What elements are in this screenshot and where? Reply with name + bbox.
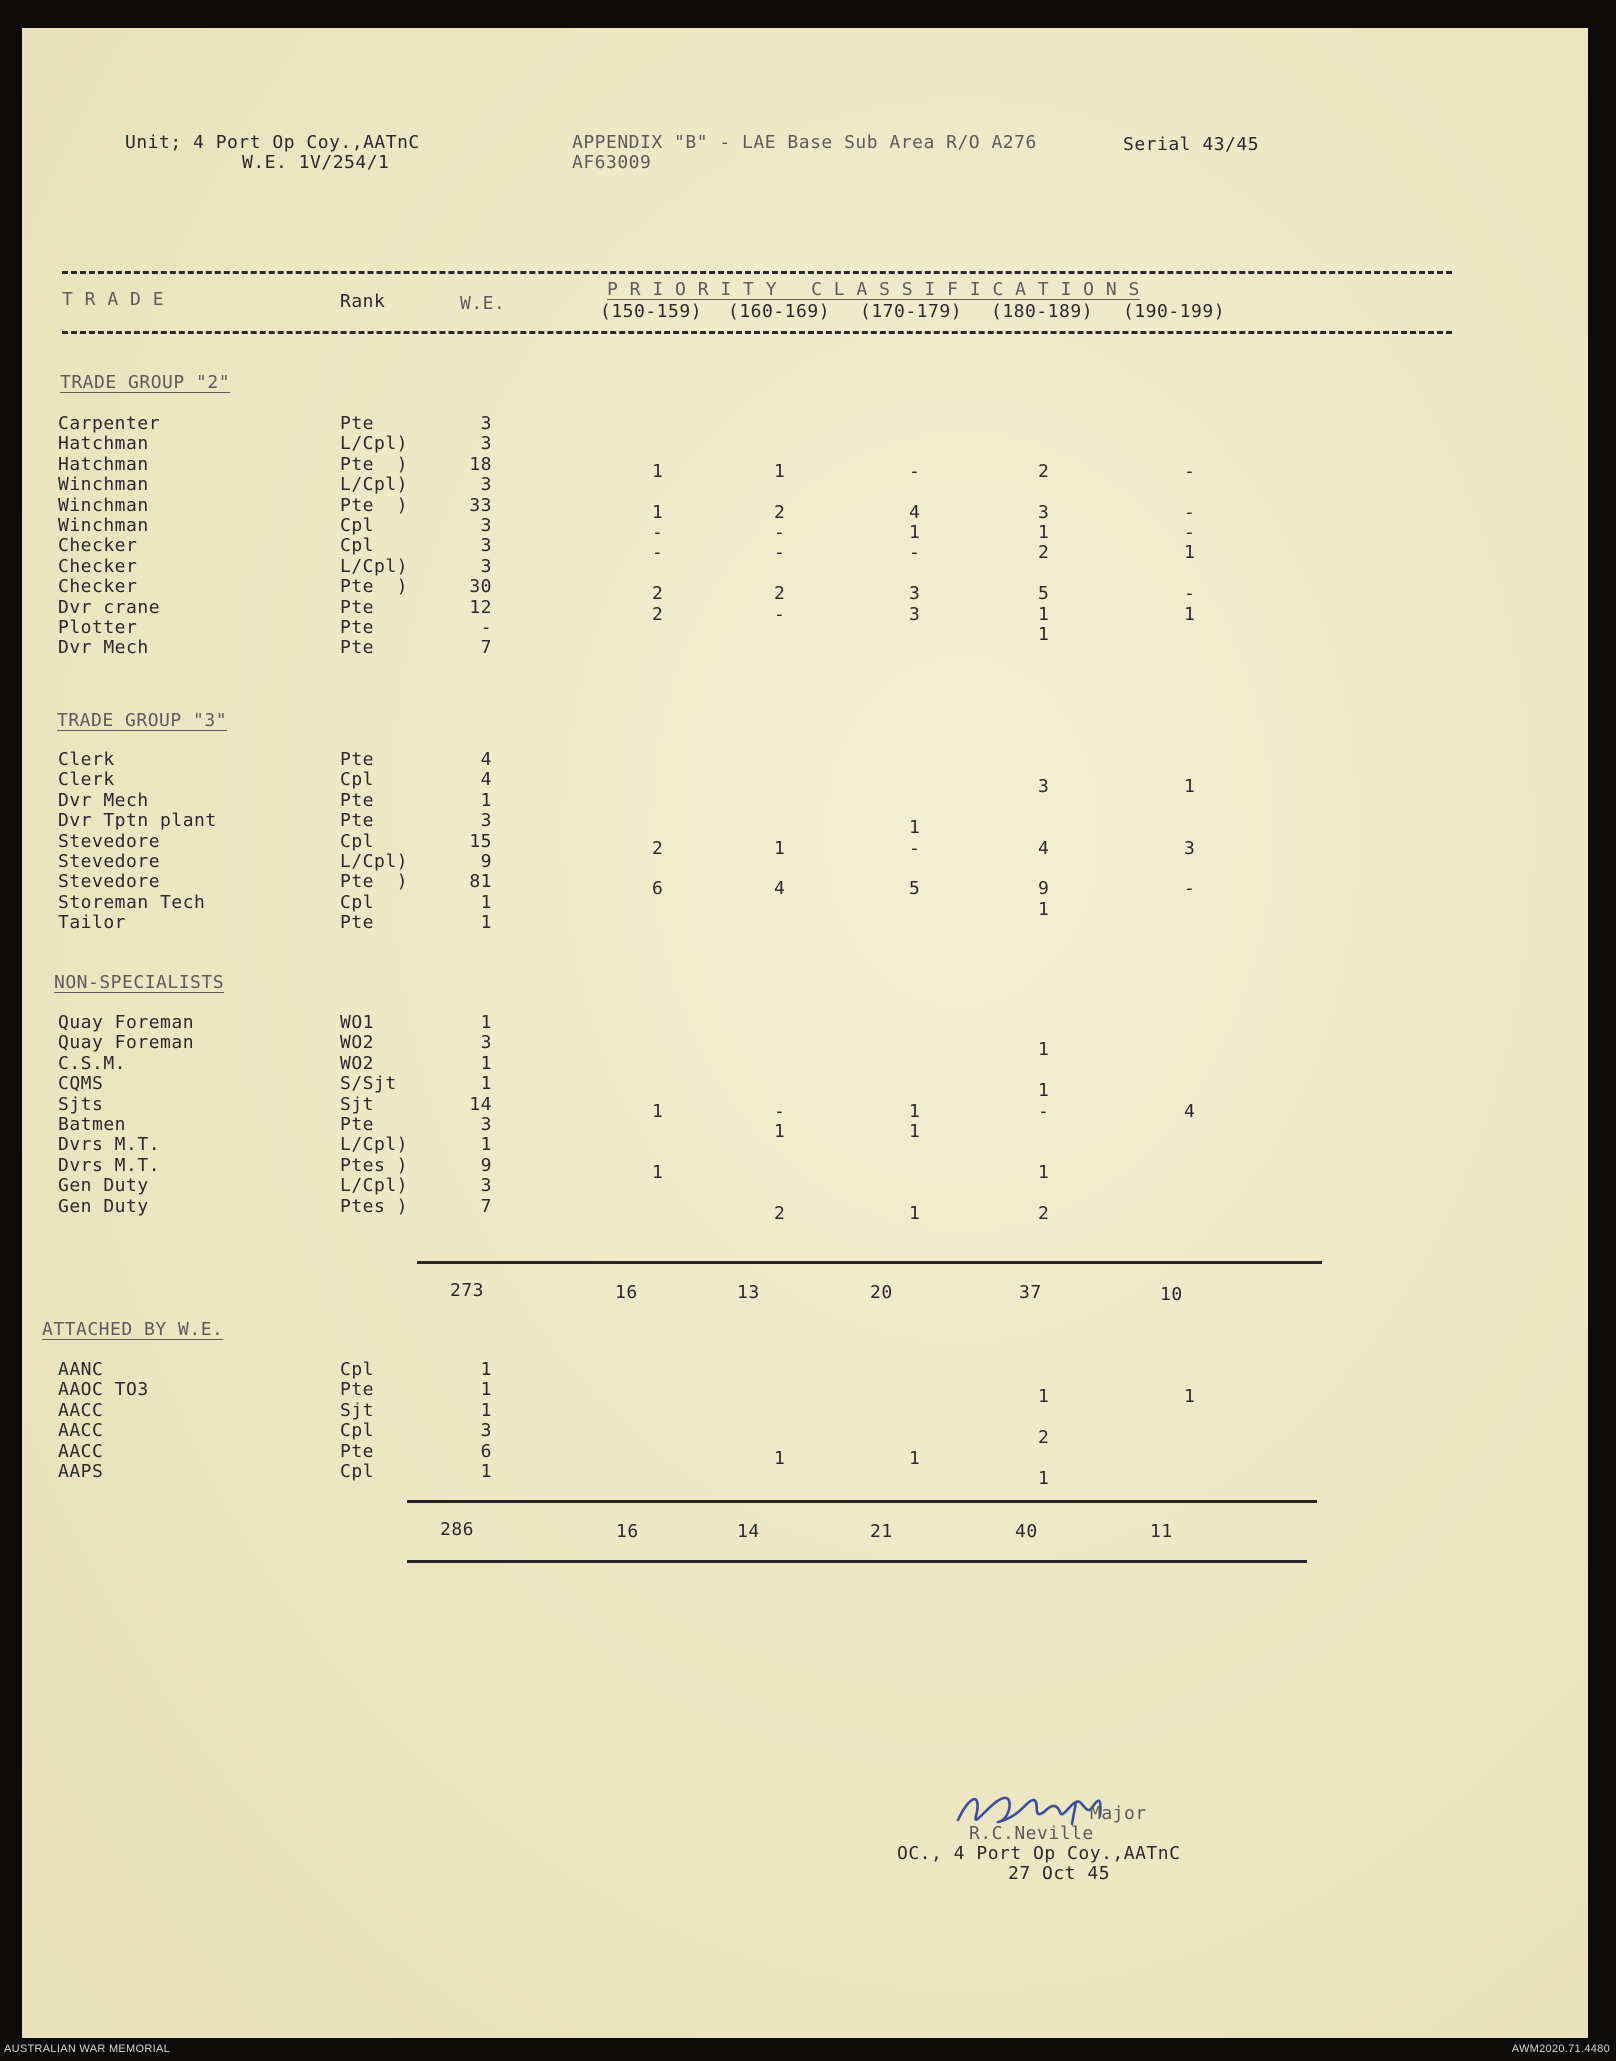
we-cell: 7 xyxy=(480,637,492,658)
priority-cell: - xyxy=(1184,522,1196,543)
section-heading: ATTACHED BY W.E. xyxy=(42,1319,224,1340)
priority-cell: 3 xyxy=(909,583,921,604)
total-we: 286 xyxy=(440,1519,475,1540)
rank-cell: Pte xyxy=(340,597,375,618)
priority-cell: - xyxy=(774,522,786,543)
rank-cell: Pte xyxy=(340,617,375,638)
trade-cell: Plotter xyxy=(58,617,138,638)
appendix-line: APPENDIX "B" - LAE Base Sub Area R/O A276 xyxy=(572,132,1037,153)
trade-cell: Checker xyxy=(58,556,138,577)
priority-cell: 1 xyxy=(1038,624,1050,645)
priority-cell: - xyxy=(774,1101,786,1122)
we-cell: 14 xyxy=(469,1094,492,1115)
priority-cell: - xyxy=(909,838,921,859)
priority-cell: 1 xyxy=(652,461,664,482)
total-180-189: 40 xyxy=(1015,1521,1038,1542)
we-cell: 1 xyxy=(480,790,492,811)
rank-cell: Cpl xyxy=(340,1420,375,1441)
trade-cell: AAOC TO3 xyxy=(58,1379,149,1400)
priority-cell: 1 xyxy=(1184,1386,1196,1407)
trade-cell: Hatchman xyxy=(58,433,149,454)
trade-cell: CQMS xyxy=(58,1073,104,1094)
priority-cell: 1 xyxy=(774,1121,786,1142)
subtotal-160-169: 13 xyxy=(737,1282,760,1303)
archive-credit: AUSTRALIAN WAR MEMORIAL xyxy=(4,2043,171,2055)
priority-cell: 3 xyxy=(909,604,921,625)
rank-cell: Pte xyxy=(340,912,375,933)
total-190-199: 11 xyxy=(1150,1521,1173,1542)
priority-cell: 9 xyxy=(1038,878,1050,899)
signatory-position: OC., 4 Port Op Coy.,AATnC xyxy=(897,1843,1181,1864)
rank-cell: L/Cpl) xyxy=(340,556,409,577)
priority-cell: - xyxy=(652,522,664,543)
rank-cell: Pte xyxy=(340,1441,375,1462)
rank-cell: Pte xyxy=(340,1379,375,1400)
we-cell: 1 xyxy=(480,1134,492,1155)
we-cell: 12 xyxy=(469,597,492,618)
rank-cell: L/Cpl) xyxy=(340,433,409,454)
priority-cell: - xyxy=(1184,583,1196,604)
priority-cell: 3 xyxy=(1184,838,1196,859)
priority-cell: 6 xyxy=(652,878,664,899)
priority-cell: 1 xyxy=(1184,604,1196,625)
priority-cell: 1 xyxy=(909,1101,921,1122)
priority-cell: 4 xyxy=(909,502,921,523)
trade-cell: Quay Foreman xyxy=(58,1012,195,1033)
we-cell: 3 xyxy=(480,1032,492,1053)
range-160-169: (160-169) xyxy=(728,301,831,322)
we-cell: 7 xyxy=(480,1196,492,1217)
priority-cell: 1 xyxy=(1038,1468,1050,1489)
priority-cell: 2 xyxy=(774,502,786,523)
priority-cell: 2 xyxy=(652,583,664,604)
file-code: AF63009 xyxy=(572,152,652,173)
priority-cell: 1 xyxy=(909,1448,921,1469)
rank-cell: WO2 xyxy=(340,1053,375,1074)
priority-cell: 1 xyxy=(1038,1162,1050,1183)
we-reference: W.E. 1V/254/1 xyxy=(242,152,390,173)
rank-cell: Sjt xyxy=(340,1400,375,1421)
priority-cell: - xyxy=(909,542,921,563)
priority-cell: 1 xyxy=(1038,522,1050,543)
we-cell: 3 xyxy=(480,1175,492,1196)
we-cell: 3 xyxy=(480,1420,492,1441)
we-cell: 1 xyxy=(480,1379,492,1400)
rank-cell: Pte xyxy=(340,749,375,770)
rank-cell: Pte xyxy=(340,810,375,831)
we-cell: 3 xyxy=(480,535,492,556)
column-trade: T R A D E xyxy=(62,289,165,310)
priority-cell: 1 xyxy=(652,502,664,523)
priority-cell: 1 xyxy=(909,1121,921,1142)
priority-cell: 1 xyxy=(909,817,921,838)
priority-cell: - xyxy=(774,542,786,563)
trade-cell: Stevedore xyxy=(58,831,161,852)
range-180-189: (180-189) xyxy=(991,301,1094,322)
trade-cell: AAPS xyxy=(58,1461,104,1482)
total-150-159: 16 xyxy=(616,1521,639,1542)
priority-cell: 1 xyxy=(1184,542,1196,563)
we-cell: 1 xyxy=(480,1359,492,1380)
priority-cell: 2 xyxy=(774,583,786,604)
trade-cell: Storeman Tech xyxy=(58,892,206,913)
priority-cell: 3 xyxy=(1038,776,1050,797)
we-cell: 3 xyxy=(480,810,492,831)
we-cell: 33 xyxy=(469,495,492,516)
we-cell: 1 xyxy=(480,1400,492,1421)
priority-cell: - xyxy=(652,542,664,563)
we-cell: 3 xyxy=(480,556,492,577)
we-cell: 1 xyxy=(480,912,492,933)
we-cell: 1 xyxy=(480,1012,492,1033)
signatory-rank: Major xyxy=(1090,1803,1147,1824)
range-190-199: (190-199) xyxy=(1123,301,1226,322)
we-cell: 1 xyxy=(480,892,492,913)
total-170-179: 21 xyxy=(870,1521,893,1542)
rank-cell: Cpl xyxy=(340,515,375,536)
range-150-159: (150-159) xyxy=(600,301,703,322)
rank-cell: Sjt xyxy=(340,1094,375,1115)
rank-cell: Ptes ) xyxy=(340,1155,409,1176)
total-160-169: 14 xyxy=(737,1521,760,1542)
rank-cell: Pte xyxy=(340,637,375,658)
total-rule-bottom xyxy=(407,1560,1307,1563)
priority-cell: 2 xyxy=(1038,1203,1050,1224)
priority-cell: 5 xyxy=(909,878,921,899)
we-cell: 6 xyxy=(480,1441,492,1462)
priority-cell: 2 xyxy=(652,604,664,625)
priority-cell: 4 xyxy=(1038,838,1050,859)
rank-cell: Cpl xyxy=(340,535,375,556)
priority-cell: 1 xyxy=(909,1203,921,1224)
we-cell: 15 xyxy=(469,831,492,852)
trade-cell: Dvr crane xyxy=(58,597,161,618)
subtotal-rule xyxy=(417,1261,1322,1264)
rank-cell: WO1 xyxy=(340,1012,375,1033)
priority-cell: 1 xyxy=(1038,604,1050,625)
trade-cell: Stevedore xyxy=(58,851,161,872)
rank-cell: WO2 xyxy=(340,1032,375,1053)
priority-cell: 1 xyxy=(774,461,786,482)
rank-cell: Cpl xyxy=(340,831,375,852)
rank-cell: Pte xyxy=(340,790,375,811)
trade-cell: AACC xyxy=(58,1420,104,1441)
priority-cell: - xyxy=(909,461,921,482)
trade-cell: AANC xyxy=(58,1359,104,1380)
priority-cell: - xyxy=(1184,502,1196,523)
section-heading: NON-SPECIALISTS xyxy=(54,972,225,993)
we-cell: 3 xyxy=(480,433,492,454)
priority-cell: 4 xyxy=(774,878,786,899)
we-cell: 3 xyxy=(480,515,492,536)
we-cell: 18 xyxy=(469,454,492,475)
trade-cell: Clerk xyxy=(58,749,115,770)
priority-cell: 3 xyxy=(1038,502,1050,523)
header-rule-top xyxy=(62,271,1452,274)
trade-cell: Sjts xyxy=(58,1094,104,1115)
subtotal-190-199: 10 xyxy=(1160,1284,1183,1305)
range-170-179: (170-179) xyxy=(860,301,963,322)
trade-cell: Batmen xyxy=(58,1114,127,1135)
we-cell: 3 xyxy=(480,413,492,434)
priority-cell: 1 xyxy=(1038,1039,1050,1060)
priority-cell: 5 xyxy=(1038,583,1050,604)
priority-cell: 2 xyxy=(652,838,664,859)
rank-cell: Cpl xyxy=(340,1461,375,1482)
trade-cell: Gen Duty xyxy=(58,1175,149,1196)
rank-cell: Pte ) xyxy=(340,871,409,892)
rank-cell: S/Sjt xyxy=(340,1073,397,1094)
trade-cell: C.S.M. xyxy=(58,1053,127,1074)
rank-cell: Ptes ) xyxy=(340,1196,409,1217)
we-cell: 3 xyxy=(480,474,492,495)
we-cell: 4 xyxy=(480,769,492,790)
priority-cell: 2 xyxy=(774,1203,786,1224)
priority-cell: - xyxy=(1184,461,1196,482)
trade-cell: Winchman xyxy=(58,474,149,495)
document-page xyxy=(22,28,1588,2038)
signatory-name: R.C.Neville xyxy=(969,1823,1094,1844)
trade-cell: Carpenter xyxy=(58,413,161,434)
section-heading: TRADE GROUP "3" xyxy=(57,710,228,731)
priority-cell: 1 xyxy=(652,1101,664,1122)
section-heading: TRADE GROUP "2" xyxy=(60,372,231,393)
we-cell: 30 xyxy=(469,576,492,597)
we-cell: 3 xyxy=(480,1114,492,1135)
trade-cell: AACC xyxy=(58,1400,104,1421)
priority-cell: 1 xyxy=(1184,776,1196,797)
trade-cell: Dvrs M.T. xyxy=(58,1134,161,1155)
subtotal-150-159: 16 xyxy=(615,1282,638,1303)
total-rule-top xyxy=(407,1500,1317,1503)
priority-cell: 2 xyxy=(1038,1427,1050,1448)
we-cell: 4 xyxy=(480,749,492,770)
header-rule-bottom xyxy=(62,331,1452,334)
priority-cell: 2 xyxy=(1038,461,1050,482)
subtotal-we: 273 xyxy=(450,1280,485,1301)
rank-cell: Pte xyxy=(340,1114,375,1135)
priority-cell: - xyxy=(1038,1101,1050,1122)
column-we: W.E. xyxy=(460,293,506,314)
we-cell: 9 xyxy=(480,851,492,872)
trade-cell: Checker xyxy=(58,576,138,597)
we-cell: - xyxy=(480,617,492,638)
we-cell: 1 xyxy=(480,1073,492,1094)
priority-classifications-heading: P R I O R I T Y C L A S S I F I C A T I O N S xyxy=(607,279,1140,300)
rank-cell: Pte ) xyxy=(340,495,409,516)
signoff-date: 27 Oct 45 xyxy=(1008,1863,1111,1884)
priority-cell: 1 xyxy=(1038,1386,1050,1407)
we-cell: 1 xyxy=(480,1461,492,1482)
trade-cell: Dvr Tptn plant xyxy=(58,810,217,831)
rank-cell: Pte ) xyxy=(340,454,409,475)
we-cell: 81 xyxy=(469,871,492,892)
we-cell: 9 xyxy=(480,1155,492,1176)
trade-cell: Winchman xyxy=(58,495,149,516)
priority-cell: - xyxy=(1184,878,1196,899)
we-cell: 1 xyxy=(480,1053,492,1074)
trade-cell: Hatchman xyxy=(58,454,149,475)
archive-accession-number: AWM2020.71.4480 xyxy=(1511,2043,1610,2055)
rank-cell: L/Cpl) xyxy=(340,474,409,495)
trade-cell: Quay Foreman xyxy=(58,1032,195,1053)
rank-cell: Cpl xyxy=(340,892,375,913)
trade-cell: Dvr Mech xyxy=(58,790,149,811)
trade-cell: Checker xyxy=(58,535,138,556)
priority-cell: 4 xyxy=(1184,1101,1196,1122)
subtotal-170-179: 20 xyxy=(870,1282,893,1303)
trade-cell: Winchman xyxy=(58,515,149,536)
column-rank: Rank xyxy=(340,291,386,312)
rank-cell: L/Cpl) xyxy=(340,1175,409,1196)
trade-cell: Stevedore xyxy=(58,871,161,892)
trade-cell: Clerk xyxy=(58,769,115,790)
priority-cell: - xyxy=(774,604,786,625)
trade-cell: Tailor xyxy=(58,912,127,933)
rank-cell: Pte ) xyxy=(340,576,409,597)
rank-cell: Cpl xyxy=(340,769,375,790)
rank-cell: L/Cpl) xyxy=(340,851,409,872)
rank-cell: Pte xyxy=(340,413,375,434)
priority-cell: 1 xyxy=(774,1448,786,1469)
trade-cell: AACC xyxy=(58,1441,104,1462)
priority-cell: 1 xyxy=(1038,899,1050,920)
serial-number: Serial 43/45 xyxy=(1123,134,1260,155)
rank-cell: L/Cpl) xyxy=(340,1134,409,1155)
priority-cell: 1 xyxy=(1038,1080,1050,1101)
trade-cell: Gen Duty xyxy=(58,1196,149,1217)
trade-cell: Dvrs M.T. xyxy=(58,1155,161,1176)
priority-cell: 1 xyxy=(652,1162,664,1183)
priority-cell: 1 xyxy=(774,838,786,859)
priority-cell: 2 xyxy=(1038,542,1050,563)
priority-cell: 1 xyxy=(909,522,921,543)
unit-line: Unit; 4 Port Op Coy.,AATnC xyxy=(125,132,420,153)
subtotal-180-189: 37 xyxy=(1019,1282,1042,1303)
rank-cell: Cpl xyxy=(340,1359,375,1380)
trade-cell: Dvr Mech xyxy=(58,637,149,658)
